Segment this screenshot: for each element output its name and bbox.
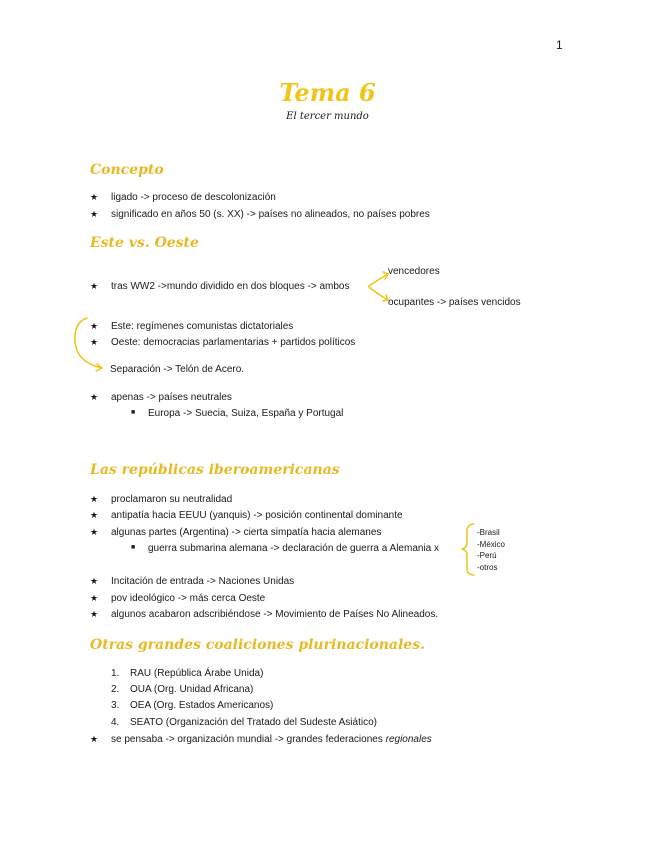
- page-number: 1: [556, 38, 563, 52]
- concepto-item-1: ligado -> proceso de descolonización: [111, 192, 276, 203]
- republicas-item-2: antipatía hacia EEUU (yanquis) -> posición continental dominante: [111, 510, 403, 521]
- bullet-star-icon: ★: [90, 321, 99, 331]
- bullet-square-icon: ■: [131, 409, 136, 416]
- coaliciones-last-item: [111, 734, 432, 745]
- page-title: Tema 6: [279, 78, 376, 107]
- concepto-item-2: significado en años 50 (s. XX) -> países no alineados, no países pobres: [111, 209, 430, 220]
- este-oeste-item-1: tras WW2 ->mundo dividido en dos bloques -> ambos: [111, 281, 350, 292]
- country-peru: -Perú: [477, 551, 497, 560]
- este-oeste-item-3: Oeste: democracias parlamentarias + partidos políticos: [111, 337, 356, 348]
- bullet-star-icon: ★: [90, 576, 99, 586]
- bullet-star-icon: ★: [90, 337, 99, 347]
- este-oeste-item-4: apenas -> países neutrales: [111, 392, 232, 403]
- bullet-star-icon: ★: [90, 392, 99, 402]
- bullet-star-icon: ★: [90, 494, 99, 504]
- separacion-note: Separación -> Telón de Acero.: [110, 364, 245, 375]
- heading-este-oeste: Este vs. Oeste: [90, 235, 199, 251]
- curly-brace-icon: [462, 524, 474, 575]
- bullet-star-icon: ★: [90, 609, 99, 619]
- list-number: 2.: [111, 684, 120, 695]
- bullet-star-icon: ★: [90, 192, 99, 202]
- branch-vencedores: vencedores: [388, 266, 440, 277]
- country-otros: -otros: [477, 563, 498, 572]
- republicas-item-3: algunas partes (Argentina) -> cierta simpatía hacia alemanes: [111, 527, 382, 538]
- fork-arrow-icon: [369, 274, 388, 286]
- coaliciones-last-item-italic: regionales: [385, 734, 432, 745]
- branch-ocupantes: ocupantes -> países vencidos: [388, 297, 521, 308]
- bullet-star-icon: ★: [90, 510, 99, 520]
- country-brasil: -Brasil: [477, 528, 500, 537]
- coalicion-item-3: OEA (Org. Estados Americanos): [130, 700, 274, 711]
- heading-republicas: Las repúblicas iberoamericanas: [90, 462, 340, 478]
- republicas-item-1: proclamaron su neutralidad: [111, 494, 233, 505]
- coaliciones-last-item-prefix: se pensaba -> organización mundial -> grandes federaciones: [111, 734, 386, 745]
- este-oeste-item-2: Este: regímenes comunistas dictatoriales: [111, 321, 294, 332]
- republicas-subitem: guerra submarina alemana -> declaración de guerra a Alemania x: [148, 543, 440, 554]
- coalicion-item-1: RAU (República Árabe Unida): [130, 668, 264, 679]
- heading-coaliciones: Otras grandes coaliciones plurinacionales.: [90, 637, 425, 653]
- heading-concepto: Concepto: [90, 162, 164, 178]
- bullet-star-icon: ★: [90, 209, 99, 219]
- bullet-square-icon: ■: [131, 544, 136, 551]
- republicas-item-6: algunos acabaron adscribiéndose -> Movimiento de Países No Alineados.: [111, 609, 439, 620]
- list-number: 4.: [111, 717, 120, 728]
- republicas-item-5: pov ideológico -> más cerca Oeste: [111, 593, 266, 604]
- bullet-star-icon: ★: [90, 281, 99, 291]
- bullet-star-icon: ★: [90, 734, 99, 744]
- este-oeste-subitem: Europa -> Suecia, Suiza, España y Portugal: [148, 408, 344, 419]
- republicas-item-4: Incitación de entrada -> Naciones Unidas: [111, 576, 295, 587]
- bullet-star-icon: ★: [90, 527, 99, 537]
- list-number: 3.: [111, 700, 120, 711]
- coalicion-item-2: OUA (Org. Unidad Africana): [130, 684, 254, 695]
- list-number: 1.: [111, 668, 120, 679]
- coalicion-item-4: SEATO (Organización del Tratado del Sudeste Asiático): [130, 717, 377, 728]
- bullet-star-icon: ★: [90, 593, 99, 603]
- country-mexico: -México: [477, 540, 506, 549]
- page-subtitle: El tercer mundo: [286, 111, 369, 122]
